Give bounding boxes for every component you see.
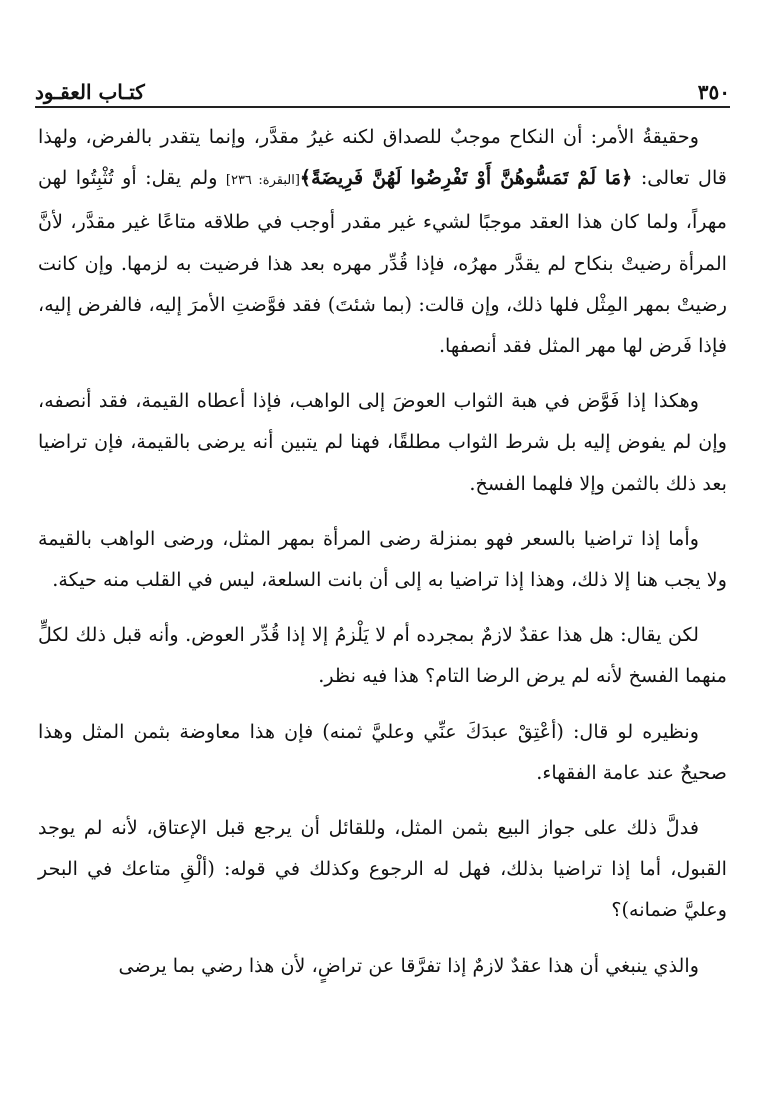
paragraph-1-text-after: ولم يقل: أو تُثْبِتُوا لهن مهراً، ولما كان هذا العقد موجبًا لشيء غير مقدر أوجب في طلاقه متاعًا غير مقدَّر، لأنَّ المرأة رضيتْ بنكاح لم يقدَّر مهرُه، فإذا قُدِّر مهره بعد هذا فرضيت به لزمها. وإن كانت رضيتْ بمهر المِثْل فلها ذلك، وإن قالت: (بما شئتَ) فقد فوَّضتِ الأمرَ إليه، فالفرض إليه، فإذا فَرض لها مهر المثل فقد أنصفها.: [38, 166, 727, 358]
page-body: [38, 116, 727, 986]
book-title: كتـاب العقـود: [35, 80, 145, 104]
paragraph-4: لكن يقال: هل هذا عقدٌ لازمٌ بمجرده أم لا يَلْزمُ إلا إذا قُدِّر العوض. وأنه قبل ذلك لكلٍّ منهما الفسخ لأنه لم يرض الرضا التام؟ هذا فيه نظر.: [38, 623, 727, 688]
quran-verse: ﴿مَا لَمْ تَمَسُّوهُنَّ أَوْ تَفْرِضُوا لَهُنَّ فَرِيضَةً﴾: [299, 166, 633, 190]
paragraph-1: [38, 116, 727, 366]
paragraph-2: وهكذا إذا فَوَّض في هبة الثواب العوضَ إلى الواهب، فإذا أعطاه القيمة، فقد أنصفه، وإن لم يفوض إليه بل شرط الثواب مطلقًا، فهنا لم يتبين أنه يرضى بالقيمة، فإن تراضيا بعد ذلك بالثمن وإلا فلهما الفسخ.: [38, 389, 727, 495]
paragraph-3: وأما إذا تراضيا بالسعر فهو بمنزلة رضى المرأة بمهر المثل، ورضى الواهب بالقيمة ولا يجب هنا إلا ذلك، وهذا إذا تراضيا به إلى أن بانت السلعة، ليس في القلب منه حيكة.: [38, 526, 727, 592]
paragraph-7: والذي ينبغي أن هذا عقدٌ لازمٌ إذا تفرَّقا عن تراضٍ، لأن هذا رضي بما يرضى: [118, 953, 699, 977]
paragraph-1-text-before: وحقيقةُ الأمر: أن النكاح موجبٌ للصداق لكنه غيرُ مقدَّر، وإنما يتقدر بالفرض، ولهذا قال تعالى:: [38, 125, 727, 190]
paragraph-5: ونظيره لو قال: (أعْتِقْ عبدَكَ عنِّي وعليَّ ثمنه) فإن هذا معاوضة بثمن المثل وهذا صحيحٌ عند عامة الفقهاء.: [38, 719, 727, 784]
page-header: [35, 72, 730, 104]
page-number: ٣٥٠: [697, 80, 730, 104]
paragraph-6: فدلَّ ذلك على جواز البيع بثمن المثل، وللقائل أن يرجع قبل الإعتاق، لأنه لم يوجد القبول، أما إذا تراضيا بذلك، فهل له الرجوع وكذلك في قوله: (ألْقِ متاعك في البحر وعليَّ ضمانه)؟: [38, 816, 727, 922]
verse-reference: [البقرة: ٢٣٦]: [225, 173, 300, 189]
header-rule: [35, 106, 730, 108]
